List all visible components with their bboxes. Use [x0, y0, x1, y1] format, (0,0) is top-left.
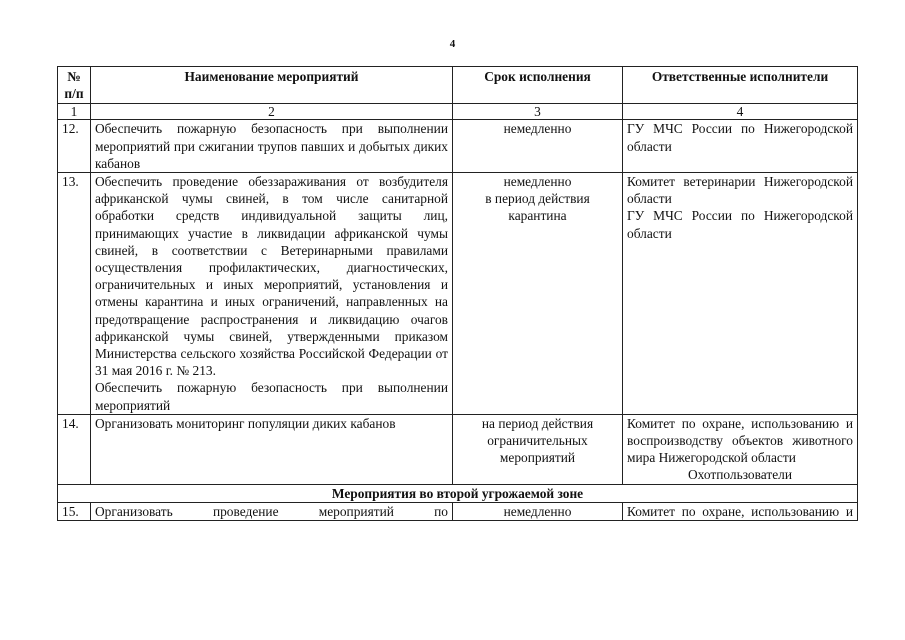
deadline-text: в период действия: [485, 191, 590, 207]
measure-text: Обеспечить проведение обеззараживания от возбудителя африканской чумы свиней, в том числе санитарной обработки средств индивидуальной защиты лиц, принимающих участие в ликвидации африканской чумы свиней, в соответствии с Ветеринарными правилами осуществления профилактических, диагностических, ограничительных и иных мероприятий, установления и отмены карантина и иных ограничений, направленных на предотвращение распространения и ликвидацию очагов африканской чумы свиней, утвержденными приказом Министерства сельского хозяйства Российской Федерации от 31 мая 2016 г. № 213.: [95, 174, 448, 379]
row-number: 15.: [58, 502, 91, 520]
measure-name: [91, 414, 453, 484]
responsible-cell: [623, 414, 858, 484]
deadline-text: мероприятий: [499, 450, 576, 466]
deadline-cell: [453, 173, 623, 415]
table-row: [58, 414, 858, 484]
deadline-cell: [453, 120, 623, 173]
deadline-text: ограничительных: [487, 433, 588, 449]
deadline-text: немедленно: [503, 503, 572, 519]
responsible-text: Комитет по охране, использованию и: [627, 503, 853, 519]
measures-table: [57, 66, 858, 521]
table-header-row: [58, 67, 858, 104]
deadline-text: на период действия: [481, 415, 594, 431]
responsible-cell: [623, 120, 858, 173]
table-row: [58, 173, 858, 415]
deadline-cell: [453, 502, 623, 520]
measure-name: [91, 173, 453, 415]
deadline-text: немедленно: [503, 121, 572, 137]
measure-text: Организовать мониторинг популяции диких кабанов: [95, 415, 396, 431]
deadline-cell: [453, 414, 623, 484]
header-deadline: Срок исполнения: [453, 67, 623, 104]
column-number: 2: [91, 104, 453, 120]
header-name: Наименование мероприятий: [91, 67, 453, 104]
deadline-text: немедленно: [503, 174, 572, 190]
section-heading-row: [58, 484, 858, 502]
table-row: [58, 120, 858, 173]
column-number: 3: [453, 104, 623, 120]
page-number: 4: [449, 38, 456, 50]
measure-name: [91, 120, 453, 173]
responsible-text: Комитет по охране, использованию и воспроизводству объектов животного мира Нижегородской области: [627, 415, 853, 466]
responsible-text: ГУ МЧС России по Нижегородской области: [627, 121, 853, 154]
measure-text: Обеспечить пожарную безопасность при выполнении мероприятий при сжигании трупов павших и добытых диких кабанов: [95, 121, 448, 171]
measure-text: Организовать проведение мероприятий по: [95, 503, 448, 519]
column-number: 4: [623, 104, 858, 120]
column-number-row: [58, 104, 858, 120]
responsible-text: Охотпользователи: [688, 467, 792, 483]
header-responsible: Ответственные исполнители: [623, 67, 858, 104]
responsible-cell: [623, 173, 858, 415]
measure-name: [91, 502, 453, 520]
row-number: 14.: [58, 414, 91, 484]
responsible-text: ГУ МЧС России по Нижегородской области: [627, 208, 853, 241]
responsible-cell: [623, 502, 858, 520]
header-num: № п/п: [58, 67, 91, 104]
column-number: 1: [58, 104, 91, 120]
responsible-text: Комитет ветеринарии Нижегородской области: [627, 174, 853, 207]
measure-text: Обеспечить пожарную безопасность при выполнении мероприятий: [95, 380, 448, 413]
row-number: 13.: [58, 173, 91, 415]
section-title: Мероприятия во второй угрожаемой зоне: [58, 484, 858, 502]
deadline-text: карантина: [508, 208, 567, 224]
row-number: 12.: [58, 120, 91, 173]
table-row: [58, 502, 858, 520]
